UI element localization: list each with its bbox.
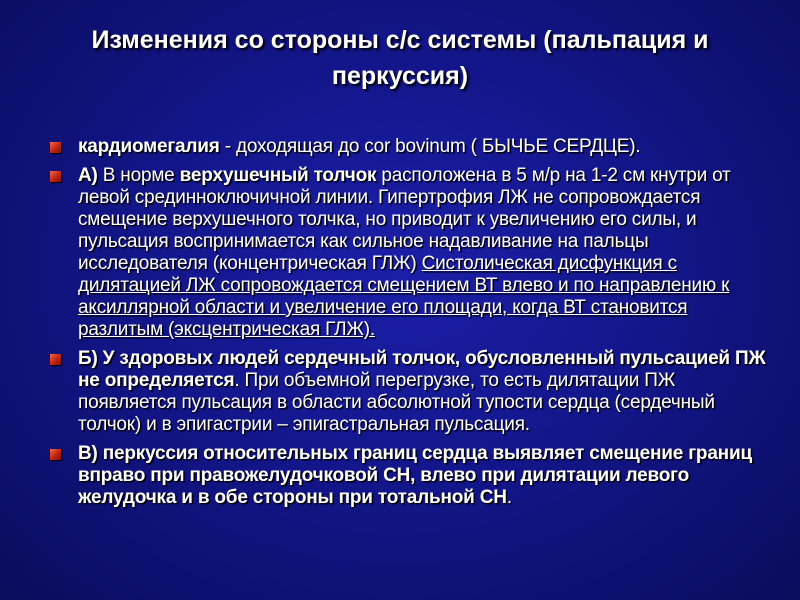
slide-body	[48, 136, 770, 516]
text-span: . При объемной перегрузке, то есть дилятации ПЖ появляется пульсация в области абсолютной тупости сердца (сердечный толчок) и в эпигастрии – эпигастральная пульсация.	[78, 370, 715, 435]
text-span: .	[506, 487, 512, 508]
bullet-item-cardiomegaly	[48, 136, 770, 158]
square-bullet-icon	[50, 354, 61, 365]
underlined-text-span: Систолическая дисфункция с дилятацией ЛЖ сопровождается смещением ВТ влево и по направлению к аксиллярной области и увеличение его площади, когда ВТ становится разлитым (эксцентрическая ГЛЖ).	[78, 253, 730, 340]
bold-text-span: В) перкуссия относительных границ сердца выявляет смещение границ вправо при правожелудочковой СН, влево при дилятации левого желудочка и в обе стороны при тотальной СН	[78, 443, 752, 508]
bullet-item-percussion	[48, 443, 770, 509]
text-span: расположена в 5 м/р на 1-2 см кнутри от левой срединноключичной линии. Гипертрофия ЛЖ не сопровождается смещение верхушечного толчка, но приводит к увеличению его силы, и пульсация воспринимается как сильное надавливание на пальцы исследователя (концентрическая ГЛЖ)	[78, 165, 731, 274]
bold-text-span: Б) У здоровых людей сердечный толчок, обусловленный пульсацией ПЖ не определяется	[78, 348, 766, 391]
text-span: - доходящая до cor bovinum ( БЫЧЬЕ СЕРДЦЕ).	[219, 136, 641, 157]
bullet-item-cardiac-impulse	[48, 348, 770, 436]
text-span: В норме	[102, 165, 180, 186]
term-apex-beat: верхушечный толчок	[179, 165, 377, 186]
square-bullet-icon	[50, 171, 61, 182]
square-bullet-icon	[50, 449, 61, 460]
square-bullet-icon	[50, 142, 61, 153]
term-cardiomegaly: кардиомегалия	[78, 136, 220, 157]
slide-title: Изменения со стороны с/с системы (пальпация и перкуссия)	[91, 26, 709, 90]
bullet-item-apex-beat	[48, 165, 770, 341]
item-label-a: А)	[78, 165, 103, 186]
